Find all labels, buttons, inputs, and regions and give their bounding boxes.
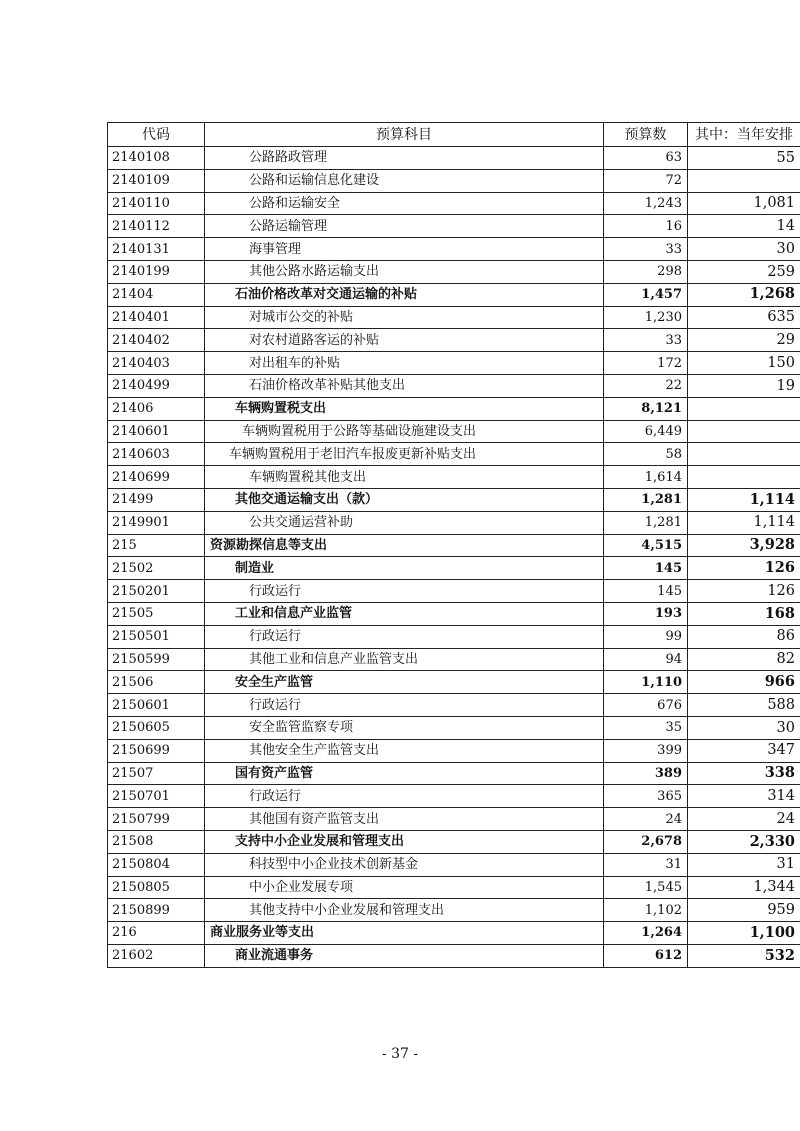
current-cell: 150: [688, 352, 800, 375]
table-body: [108, 147, 800, 968]
table-row: [108, 625, 800, 648]
name-cell: 车辆购置税用于公路等基础设施建设支出: [205, 420, 604, 443]
budget-cell: 99: [604, 625, 688, 648]
current-cell: 30: [688, 238, 800, 261]
current-cell: [688, 420, 800, 443]
table-row: [108, 420, 800, 443]
current-cell: 14: [688, 215, 800, 238]
code-cell: 2149901: [108, 511, 205, 534]
table-row: [108, 215, 800, 238]
code-cell: 2150805: [108, 876, 205, 899]
code-cell: 2150201: [108, 580, 205, 603]
current-cell: 1,081: [688, 192, 800, 215]
current-cell: 588: [688, 694, 800, 717]
header-code: 代码: [108, 123, 205, 147]
code-cell: 2150799: [108, 808, 205, 831]
name-cell: 公路和运输安全: [205, 192, 604, 215]
name-cell: 制造业: [205, 557, 604, 580]
current-cell: 1,268: [688, 283, 800, 306]
current-cell: [688, 443, 800, 466]
name-cell: 支持中小企业发展和管理支出: [205, 830, 604, 853]
table-row: [108, 671, 800, 694]
name-cell: 公路路政管理: [205, 147, 604, 170]
name-cell: 商业流通事务: [205, 944, 604, 967]
code-cell: 2150599: [108, 648, 205, 671]
current-cell: 532: [688, 944, 800, 967]
code-cell: 2150601: [108, 694, 205, 717]
code-cell: 2140403: [108, 352, 205, 375]
name-cell: 其他支持中小企业发展和管理支出: [205, 899, 604, 922]
table-row: [108, 352, 800, 375]
table-row: [108, 557, 800, 580]
table-row: [108, 694, 800, 717]
table-row: [108, 466, 800, 489]
code-cell: 21406: [108, 397, 205, 420]
current-cell: 24: [688, 808, 800, 831]
current-cell: 30: [688, 716, 800, 739]
budget-cell: 1,545: [604, 876, 688, 899]
code-cell: 2140401: [108, 306, 205, 329]
name-cell: 其他国有资产监管支出: [205, 808, 604, 831]
budget-cell: 63: [604, 147, 688, 170]
code-cell: 2140603: [108, 443, 205, 466]
code-cell: 2140112: [108, 215, 205, 238]
table-row: [108, 283, 800, 306]
budget-table: [107, 122, 800, 968]
table-header: [108, 123, 800, 147]
code-cell: 2140699: [108, 466, 205, 489]
name-cell: 石油价格改革补贴其他支出: [205, 374, 604, 397]
table-row: [108, 648, 800, 671]
code-cell: 2150605: [108, 716, 205, 739]
budget-cell: 33: [604, 238, 688, 261]
budget-cell: 193: [604, 602, 688, 625]
budget-cell: 1,281: [604, 511, 688, 534]
budget-cell: 1,243: [604, 192, 688, 215]
name-cell: 其他安全生产监管支出: [205, 739, 604, 762]
budget-cell: 16: [604, 215, 688, 238]
name-cell: 石油价格改革对交通运输的补贴: [205, 283, 604, 306]
table-row: [108, 306, 800, 329]
code-cell: 21499: [108, 488, 205, 511]
name-cell: 车辆购置税支出: [205, 397, 604, 420]
budget-cell: 35: [604, 716, 688, 739]
budget-cell: 145: [604, 557, 688, 580]
name-cell: 对城市公交的补贴: [205, 306, 604, 329]
code-cell: 21508: [108, 830, 205, 853]
name-cell: 中小企业发展专项: [205, 876, 604, 899]
name-cell: 工业和信息产业监管: [205, 602, 604, 625]
code-cell: 21506: [108, 671, 205, 694]
name-cell: 行政运行: [205, 625, 604, 648]
name-cell: 车辆购置税其他支出: [205, 466, 604, 489]
budget-cell: 612: [604, 944, 688, 967]
current-cell: 635: [688, 306, 800, 329]
name-cell: 其他工业和信息产业监管支出: [205, 648, 604, 671]
code-cell: 215: [108, 534, 205, 557]
code-cell: 2150804: [108, 853, 205, 876]
name-cell: 公共交通运营补助: [205, 511, 604, 534]
table-row: [108, 785, 800, 808]
current-cell: 19: [688, 374, 800, 397]
code-cell: 2140601: [108, 420, 205, 443]
budget-cell: 399: [604, 739, 688, 762]
current-cell: 168: [688, 602, 800, 625]
current-cell: [688, 397, 800, 420]
header-name: 预算科目: [205, 123, 604, 147]
current-cell: 1,100: [688, 922, 800, 945]
code-cell: 2140199: [108, 260, 205, 283]
code-cell: 2150701: [108, 785, 205, 808]
name-cell: 科技型中小企业技术创新基金: [205, 853, 604, 876]
budget-cell: 145: [604, 580, 688, 603]
header-row: [108, 123, 800, 147]
current-cell: 259: [688, 260, 800, 283]
name-cell: 安全生产监管: [205, 671, 604, 694]
budget-cell: 1,230: [604, 306, 688, 329]
table-row: [108, 192, 800, 215]
table-row: [108, 260, 800, 283]
table-row: [108, 853, 800, 876]
code-cell: 2140110: [108, 192, 205, 215]
code-cell: 2140402: [108, 329, 205, 352]
name-cell: 行政运行: [205, 785, 604, 808]
budget-cell: 31: [604, 853, 688, 876]
budget-cell: 94: [604, 648, 688, 671]
name-cell: 安全监管监察专项: [205, 716, 604, 739]
table-row: [108, 922, 800, 945]
current-cell: 82: [688, 648, 800, 671]
budget-cell: 1,281: [604, 488, 688, 511]
code-cell: 21505: [108, 602, 205, 625]
current-cell: 29: [688, 329, 800, 352]
table-row: [108, 602, 800, 625]
table-row: [108, 899, 800, 922]
current-cell: [688, 466, 800, 489]
name-cell: 国有资产监管: [205, 762, 604, 785]
table-row: [108, 830, 800, 853]
budget-cell: 1,110: [604, 671, 688, 694]
code-cell: 21507: [108, 762, 205, 785]
code-cell: 21404: [108, 283, 205, 306]
name-cell: 公路和运输信息化建设: [205, 169, 604, 192]
table-row: [108, 808, 800, 831]
name-cell: 对出租车的补贴: [205, 352, 604, 375]
code-cell: 2150899: [108, 899, 205, 922]
current-cell: 966: [688, 671, 800, 694]
table-row: [108, 739, 800, 762]
name-cell: 商业服务业等支出: [205, 922, 604, 945]
budget-cell: 365: [604, 785, 688, 808]
code-cell: 2150699: [108, 739, 205, 762]
name-cell: 海事管理: [205, 238, 604, 261]
table-row: [108, 762, 800, 785]
code-cell: 21602: [108, 944, 205, 967]
budget-cell: 58: [604, 443, 688, 466]
budget-cell: 1,264: [604, 922, 688, 945]
budget-cell: 72: [604, 169, 688, 192]
budget-cell: 389: [604, 762, 688, 785]
budget-cell: 172: [604, 352, 688, 375]
table-row: [108, 534, 800, 557]
current-cell: 959: [688, 899, 800, 922]
budget-cell: 22: [604, 374, 688, 397]
current-cell: 347: [688, 739, 800, 762]
name-cell: 资源勘探信息等支出: [205, 534, 604, 557]
budget-cell: 4,515: [604, 534, 688, 557]
table-row: [108, 876, 800, 899]
current-cell: 314: [688, 785, 800, 808]
name-cell: 行政运行: [205, 580, 604, 603]
budget-cell: 6,449: [604, 420, 688, 443]
code-cell: 2150501: [108, 625, 205, 648]
table-row: [108, 944, 800, 967]
current-cell: 2,330: [688, 830, 800, 853]
code-cell: 2140131: [108, 238, 205, 261]
table-row: [108, 580, 800, 603]
table-row: [108, 511, 800, 534]
name-cell: 其他交通运输支出（款）: [205, 488, 604, 511]
budget-cell: 24: [604, 808, 688, 831]
budget-cell: 298: [604, 260, 688, 283]
budget-cell: 33: [604, 329, 688, 352]
budget-cell: 1,457: [604, 283, 688, 306]
table-row: [108, 397, 800, 420]
name-cell: 车辆购置税用于老旧汽车报废更新补贴支出: [205, 443, 604, 466]
current-cell: 86: [688, 625, 800, 648]
table-row: [108, 374, 800, 397]
table-row: [108, 238, 800, 261]
table-row: [108, 443, 800, 466]
table-row: [108, 488, 800, 511]
current-cell: 1,114: [688, 488, 800, 511]
code-cell: 21502: [108, 557, 205, 580]
current-cell: 126: [688, 557, 800, 580]
code-cell: 216: [108, 922, 205, 945]
code-cell: 2140499: [108, 374, 205, 397]
current-cell: 1,114: [688, 511, 800, 534]
current-cell: 55: [688, 147, 800, 170]
code-cell: 2140109: [108, 169, 205, 192]
current-cell: 1,344: [688, 876, 800, 899]
budget-cell: 8,121: [604, 397, 688, 420]
current-cell: 3,928: [688, 534, 800, 557]
budget-cell: 1,614: [604, 466, 688, 489]
header-current: 其中：当年安排: [688, 123, 800, 147]
budget-cell: 2,678: [604, 830, 688, 853]
current-cell: 126: [688, 580, 800, 603]
current-cell: 338: [688, 762, 800, 785]
header-budget: 预算数: [604, 123, 688, 147]
name-cell: 对农村道路客运的补贴: [205, 329, 604, 352]
table-row: [108, 147, 800, 170]
page-number: - 37 -: [381, 1046, 419, 1062]
name-cell: 行政运行: [205, 694, 604, 717]
name-cell: 公路运输管理: [205, 215, 604, 238]
budget-cell: 676: [604, 694, 688, 717]
table-row: [108, 716, 800, 739]
current-cell: 31: [688, 853, 800, 876]
table-row: [108, 169, 800, 192]
budget-cell: 1,102: [604, 899, 688, 922]
code-cell: 2140108: [108, 147, 205, 170]
name-cell: 其他公路水路运输支出: [205, 260, 604, 283]
table-row: [108, 329, 800, 352]
current-cell: [688, 169, 800, 192]
